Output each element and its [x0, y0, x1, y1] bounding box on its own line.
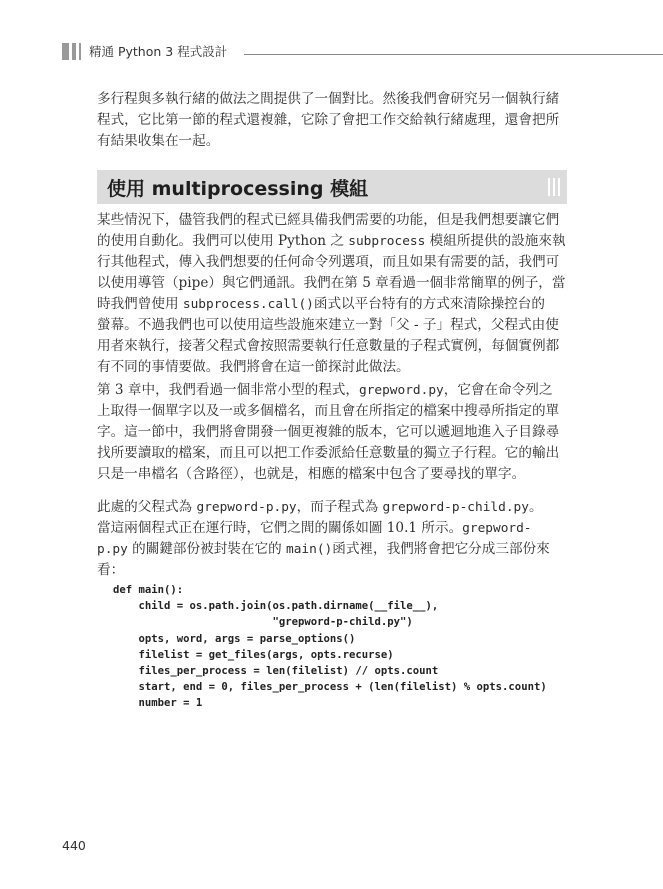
section-title: 使用 multiprocessing 模組 [107, 178, 369, 200]
inline-code: grepword-p.py [196, 500, 297, 515]
section-heading [97, 170, 567, 204]
header-bar-decoration [62, 43, 69, 60]
text-line: 有不同的事情要做。我們將會在這一節探討此做法。 [97, 359, 410, 375]
inline-code: grepword-p-child.py [382, 500, 529, 515]
text-line: 第 3 章中，我們看過一個非常小型的程式，grepword.py，它會在命令列之 [97, 382, 553, 398]
header-bar-decoration [79, 43, 81, 60]
inline-code: grepword.py [358, 383, 444, 398]
header-rule [244, 54, 663, 55]
text-line: 看： [97, 562, 125, 578]
inline-code: main() [286, 542, 333, 557]
paragraph-subprocess [97, 210, 567, 378]
text-line: 時我們曾使用 subprocess.call()函式以平台特有的方式來清除操控台的 [97, 296, 545, 312]
inline-code: p.py [97, 542, 128, 557]
text-line: 此處的父程式為 grepword-p.py，而子程式為 grepword-p-child.py。 [97, 499, 543, 515]
book-title: 精通 Python 3 程式設計 [89, 44, 228, 59]
inline-code: subprocess.call() [182, 297, 314, 312]
code-block: def main(): child = os.path.join(os.path.dirname(__file__), "grepword-p-child.py") opts, word, args = parse_options() filelist = get_files(args, opts.recurse) files_per_process = len(filelist) // opts.count start, end = 0, files_per_process + (len(filelist) % opts.count) number = 1 [113, 584, 547, 710]
intro-paragraph [97, 89, 567, 152]
text-line: 螢幕。不過我們也可以使用這些設施來建立一對「父 - 子」程式，父程式由使 [97, 317, 559, 333]
page-header [0, 0, 663, 70]
text-line: 用者來執行，接著父程式會按照需要執行任意數量的子程式實例，每個實例都 [97, 338, 560, 354]
inline-code: subprocess [348, 234, 426, 249]
text-line: 找所要讀取的檔案，而且可以把工作委派給任意數量的獨立子行程。它的輸出 [97, 445, 560, 461]
text-line: 上取得一個單字以及一或多個檔名，而且會在所指定的檔案中搜尋所指定的單 [97, 403, 560, 419]
text-line: 多行程與多執行緒的做法之間提供了一個對比。然後我們會研究另一個執行緒 [97, 91, 560, 107]
paragraph-grepword [97, 380, 567, 485]
text-line: 只是一串檔名（含路徑），也就是，相應的檔案中包含了要尋找的單字。 [97, 466, 526, 482]
text-line: 某些情況下，儘管我們的程式已經具備我們需要的功能，但是我們想要讓它們 [97, 212, 560, 228]
text-line: 有結果收集在一起。 [97, 133, 220, 149]
page-number: 440 [62, 838, 86, 853]
header-bar-decoration [72, 43, 76, 60]
inline-code: grepword- [462, 521, 532, 536]
text-line: 行其他程式，傳入我們想要的任何命令列選項，而且如果有需要的話，我們可 [97, 254, 560, 270]
text-line: 的使用自動化。我們可以使用 Python 之 subprocess 模組所提供的設施來執 [97, 233, 566, 249]
text-line: 以使用導管（pipe）與它們通訊。我們在第 5 章看過一個非常簡單的例子，當 [97, 275, 566, 291]
text-line: 字。這一節中，我們將會開發一個更複雜的版本，它可以遞迴地進入子目錄尋 [97, 424, 560, 440]
text-line: p.py 的關鍵部份被封裝在它的 main()函式裡，我們將會把它分成三部份來 [97, 541, 550, 557]
text-line: 程式，它比第一節的程式還複雜，它除了會把工作交給執行緒處理，還會把所 [97, 112, 560, 128]
section-bars-decoration [548, 178, 560, 196]
text-line: 當這兩個程式正在運行時，它們之間的關係如圖 10.1 所示。grepword- [97, 520, 532, 536]
paragraph-parent-child [97, 497, 567, 581]
